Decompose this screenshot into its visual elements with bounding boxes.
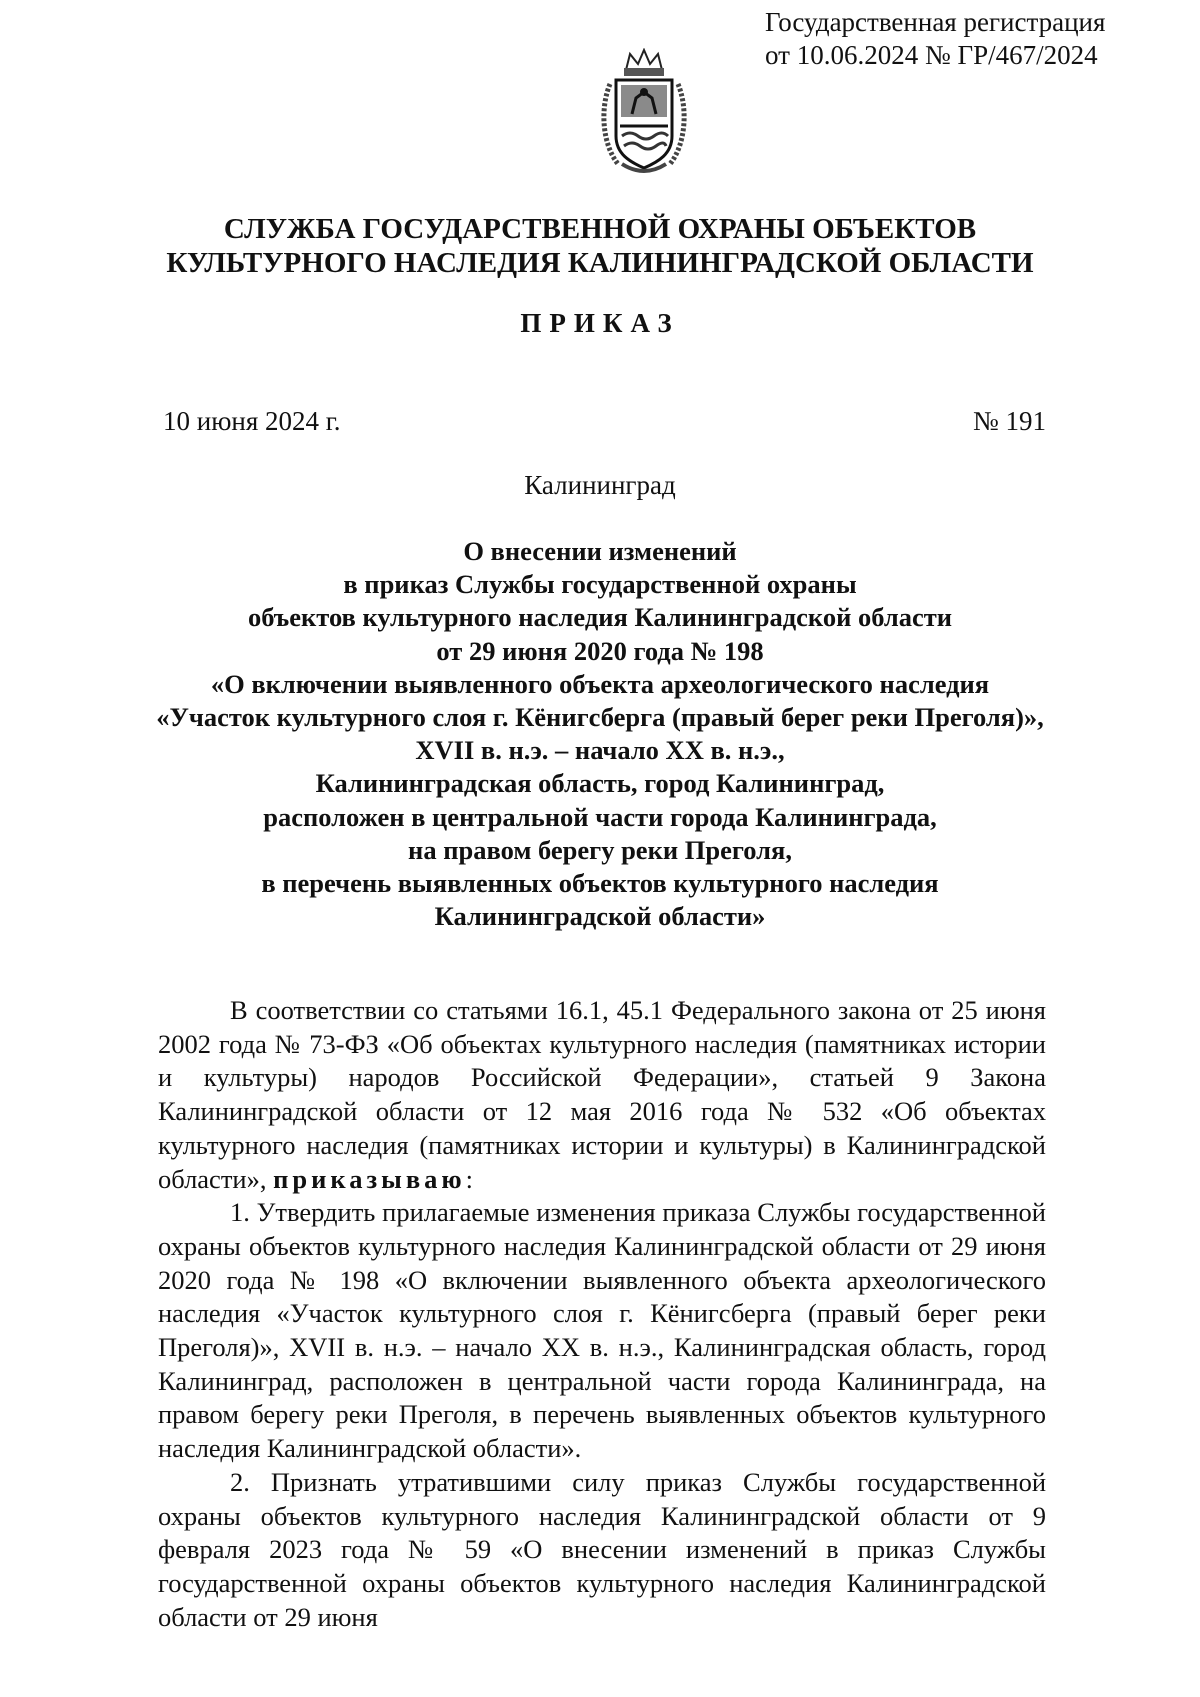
order-number: № 191: [972, 406, 1046, 436]
title-line: Калининградская область, город Калининград,: [315, 768, 885, 799]
title-line: от 29 июня 2020 года № 198: [436, 635, 764, 666]
title-line: объектов культурного наследия Калининградской области: [247, 602, 953, 633]
preamble-text: В соответствии со статьями 16.1, 45.1 Федерального закона от 25 июня 2002 года № 73-ФЗ «Об объектах культурного наследия (памятниках истории и культуры) народов Российской Федерации», статьей 9 Закона Калининградской области от 12 мая 2016 года № 532 «Об объектах культурного наследия (памятниках истории и культуры) в Калининградской области»,: [158, 995, 1046, 1194]
decree-colon: :: [465, 1163, 474, 1194]
city: Калининград: [524, 470, 676, 500]
order-date: 10 июня 2024 г.: [163, 406, 341, 436]
title-line: О внесении изменений: [463, 536, 737, 566]
item-1-paragraph: 1. Утвердить прилагаемые изменения приказа Службы государственной охраны объектов культурного наследия Калининградской области от 29 июня 2020 года № 198 «О включении выявленного объекта археологического наследия «Участок культурного слоя г. Кёнигсберга (правый берег реки Преголя)», XVII в. н.э. – начало XX в. н.э., Калининградская область, город Калининград, расположен в центральной части города Калининграда, на правом берегу реки Преголя, в перечень выявленных объектов культурного наследия Калининградской области».: [158, 1197, 1046, 1464]
title-line: в перечень выявленных объектов культурного наследия: [261, 868, 939, 899]
order-body: [158, 994, 1046, 1634]
title-line: расположен в центральной части города Калининграда,: [263, 801, 937, 832]
registration-stamp: [765, 6, 1105, 72]
order-title: [150, 535, 1050, 933]
title-line: «Участок культурного слоя г. Кёнигсберга (правый берег реки Преголя)»,: [156, 702, 1044, 733]
preamble-paragraph: [158, 994, 1046, 1196]
title-line: в приказ Службы государственной охраны: [343, 569, 857, 600]
title-line: на правом берегу реки Преголя,: [408, 834, 792, 865]
title-line: XVII в. н.э. – начало XX в. н.э.,: [415, 735, 785, 766]
organization-name-line-2: КУЛЬТУРНОГО НАСЛЕДИЯ КАЛИНИНГРАДСКОЙ ОБЛАСТИ: [166, 247, 1034, 279]
registration-line-1: Государственная регистрация: [765, 7, 1106, 37]
coat-of-arms-icon: [596, 48, 692, 178]
decree-word: приказываю: [273, 1163, 466, 1194]
title-line: Калининградской области»: [434, 901, 766, 932]
item-2-paragraph: 2. Признать утратившими силу приказ Службы государственной охраны объектов культурного наследия Калининградской области от 9 февраля 2023 года № 59 «О внесении изменений в приказ Службы государственной охраны объектов культурного наследия Калининградской области от 29 июня: [158, 1466, 1046, 1632]
title-line: «О включении выявленного объекта археологического наследия: [210, 668, 990, 699]
document-type-heading: ПРИКАЗ: [520, 308, 680, 338]
organization-name-line-1: СЛУЖБА ГОСУДАРСТВЕННОЙ ОХРАНЫ ОБЪЕКТОВ: [223, 213, 977, 245]
registration-line-2: от 10.06.2024 № ГР/467/2024: [765, 40, 1098, 70]
